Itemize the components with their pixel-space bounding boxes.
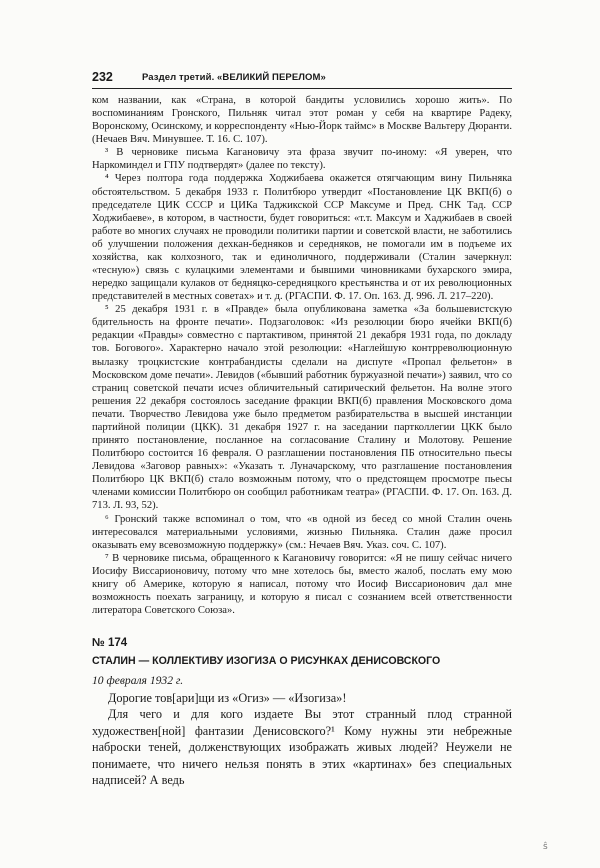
document-number: № 174	[92, 637, 128, 649]
footnote-4: ⁴ Через полтора года поддержка Ходжибаева окажется отягчающим вину Пильняка обстоятельством. 5 декабря 1933 г. Политбюро утвердит «Постановление ЦК ВКП(б) о председателе ЦИК СССР и ЦИКа Таджикской ССР Максуме и Пред. СНК Тад. ССР Ходжибаеве», в котором, в частности, будет говориться: «т.т. Максум и Хаджибаев в своей работе во многих случаях не проводили политики партии и советской власти, не заботились об улучшении положения дехкан-бедняков и середняков, не помогали им в подъеме их хозяйства, как колхозного, так и единоличного, поддерживали (Сталин зачеркнул: «тесную») связь с кулацкими элементами и бывшими чиновниками бухарского эмира, нередко защищали кулаков от бедняцко-середняцкого крестьянства и от их революционных представителей в местных советах» и т. д. (РГАСПИ. Ф. 17. Оп. 163. Д. 996. Л. 217–220).	[92, 173, 512, 303]
footnotes-block	[92, 94, 512, 617]
footnote-7: ⁷ В черновике письма, обращенного к Кагановичу говорится: «Я не пишу сейчас ничего Иосифу Виссарионовичу, потому что мне хотелось бы, вместо жалоб, послать ему мою книгу об Америке, которую я написал, потому что Иосиф Виссарионович дал мне возможность поехать заграницу, и которую я писал с сознанием всей ответственности литератора Советского Союза».	[92, 552, 512, 617]
page-header	[92, 70, 512, 88]
header-rule	[92, 88, 512, 89]
document-title: СТАЛИН — КОЛЛЕКТИВУ ИЗОГИЗА О РИСУНКАХ ДЕНИСОВСКОГО	[92, 655, 441, 667]
document-date: 10 февраля 1932 г.	[92, 674, 184, 687]
footnote-continuation: ком названии, как «Страна, в которой бандиты условились хорошо жить». По воспоминаниям Гронского, Пильняк читал этот роман у себя на квартире Радеку, Воронскому, Осинскому, и корреспонденту «Нью-Йорк таймс» в Москве Вальтеру Дюранти. (Нечаев Вяч. Минувшее. Т. 16. С. 107).	[92, 95, 512, 146]
letter-salutation: Дорогие тов[ари]щи из «Огиз» — «Изогиза»!	[108, 691, 347, 705]
letter-paragraph: Для чего и для кого издаете Вы этот странный плод странной художествен[ной] фантазии Денисовского?¹ Кому нужны эти небрежные наброски теней, долженствующих изображать живых людей? Неужели не понимаете, что ничего нельзя понять в этих «картинах» без специальных надписей? А ведь	[92, 707, 512, 788]
letter-body	[92, 690, 512, 788]
corner-mark: ŝ	[543, 842, 548, 852]
footnote-6: ⁶ Гронский также вспоминал о том, что «в одной из бесед со мной Сталин очень интересовался материальными условиями, жизнью Пильняка. Сталин даже просил оказывать ему всевозможную поддержку» (см.: Нечаев Вяч. Указ. соч. С. 107).	[92, 513, 512, 551]
footnote-5: ⁵ 25 декабря 1931 г. в «Правде» была опубликована заметка «За большевистскую бдительность на фронте печати». Подзаголовок: «Из резолюции бюро ячейки ВКП(б) редакции «Правды» совместно с партактивом, принятой 21 декабря 1931 года, по докладу тов. Богового». Характерно начало этой резолюции: «Наглейшую контрреволюционную вылазку троцкистские контрабандисты сделали на диспуте «Пропал фельетон» в Московском доме печати». Левидов («бывший работник буржуазной печати») заявил, что со страниц советской печати исчез обличительный сатирический фельетон. На волне этого решения 22 декабря состоялось заседание фракции ВКП(б) правления Московского дома печати. Творчество Левидова уже было предметом разбирательства в высшей инстанции партийной полиции (ЦКК). 31 декабря 1927 г. на заседании партколлегии ЦКК было принято постановление, посланное на согласование Сталину и Молотову. Решение Политбюро состоится 16 февраля. О разглашении постановления ПБ относительно пьесы Левидова «Заговор равных»: «Указать т. Луначарскому, что разглашение постановления Политбюро ЦК ВКП(б) стало возможным потому, что о предстоящем просмотре пьесы членами комиссии Политбюро он сообщил работникам театра» (РГАСПИ. Ф. 17. Оп. 163. Д. 713. Л. 93, 52).	[92, 304, 512, 512]
page-number: 232	[92, 70, 113, 84]
footnote-3: ³ В черновике письма Кагановичу эта фраза звучит по-иному: «Я уверен, что Наркоминдел и ГПУ подтвердят» (далее по тексту).	[92, 147, 512, 172]
running-title: Раздел третий. «ВЕЛИКИЙ ПЕРЕЛОМ»	[142, 72, 326, 83]
